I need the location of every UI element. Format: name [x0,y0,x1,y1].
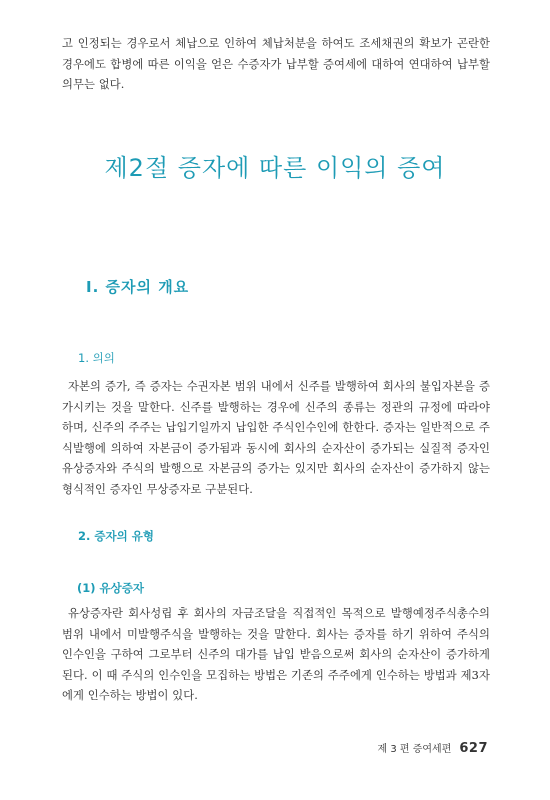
subsection-title-paid-in: (1) 유상증자 [77,581,144,595]
chapter-title: 제2절 증자에 따른 이익의 증여 [104,154,446,182]
page-number: 627 [459,741,488,756]
section-title: Ⅰ. 증자의 개요 [86,278,190,296]
paid-in-paragraph: 유상증자란 회사성립 후 회사의 자금조달을 직접적인 목적으로 발행예정주식총수의 범위 내에서 미발행주식을 발행하는 것을 말한다. 회사는 증자를 하기 위하여 주식의 인수인을 구하여 그로부터 신주의 대가를 납입 받음으로써 회사의 순자산이 증가하게 된다. 이 때 주식의 인수인을 모집하는 방법은 기존의 주주에게 인수하는 방법과 제3자에게 인수하는 방법이 있다. [62,607,490,702]
subsection-title-types: 2. 증자의 유형 [78,529,154,543]
subsection-title-meaning: 1. 의의 [78,351,115,365]
page-footer [378,740,489,756]
intro-paragraph: 고 인정되는 경우로서 체납으로 인하여 체납처분을 하여도 조세채권의 확보가 곤란한 경우에도 합병에 따른 이익을 얻은 수증자가 납부할 증여세에 대하여 연대하여 납부할 의무는 없다. [62,37,490,91]
footer-part-label: 제 3 편 증여세편 [377,744,452,755]
meaning-paragraph: 자본의 증가, 즉 증자는 수권자본 범위 내에서 신주를 발행하여 회사의 불입자본을 증가시키는 것을 말한다. 신주를 발행하는 경우에 신주의 종류는 정관의 규정에 따라야 하며, 신주의 주주는 납입기일까지 납입한 주식인수인에 한한다. 증자는 일반적으로 주식발행에 의하여 자본금이 증가됨과 동시에 회사의 순자산이 증가되는 실질적 증자인 유상증자와 주식의 발행으로 자본금의 증가는 있지만 회사의 순자산이 증가하지 않는 형식적인 증자인 무상증자로 구분된다. [62,380,490,496]
